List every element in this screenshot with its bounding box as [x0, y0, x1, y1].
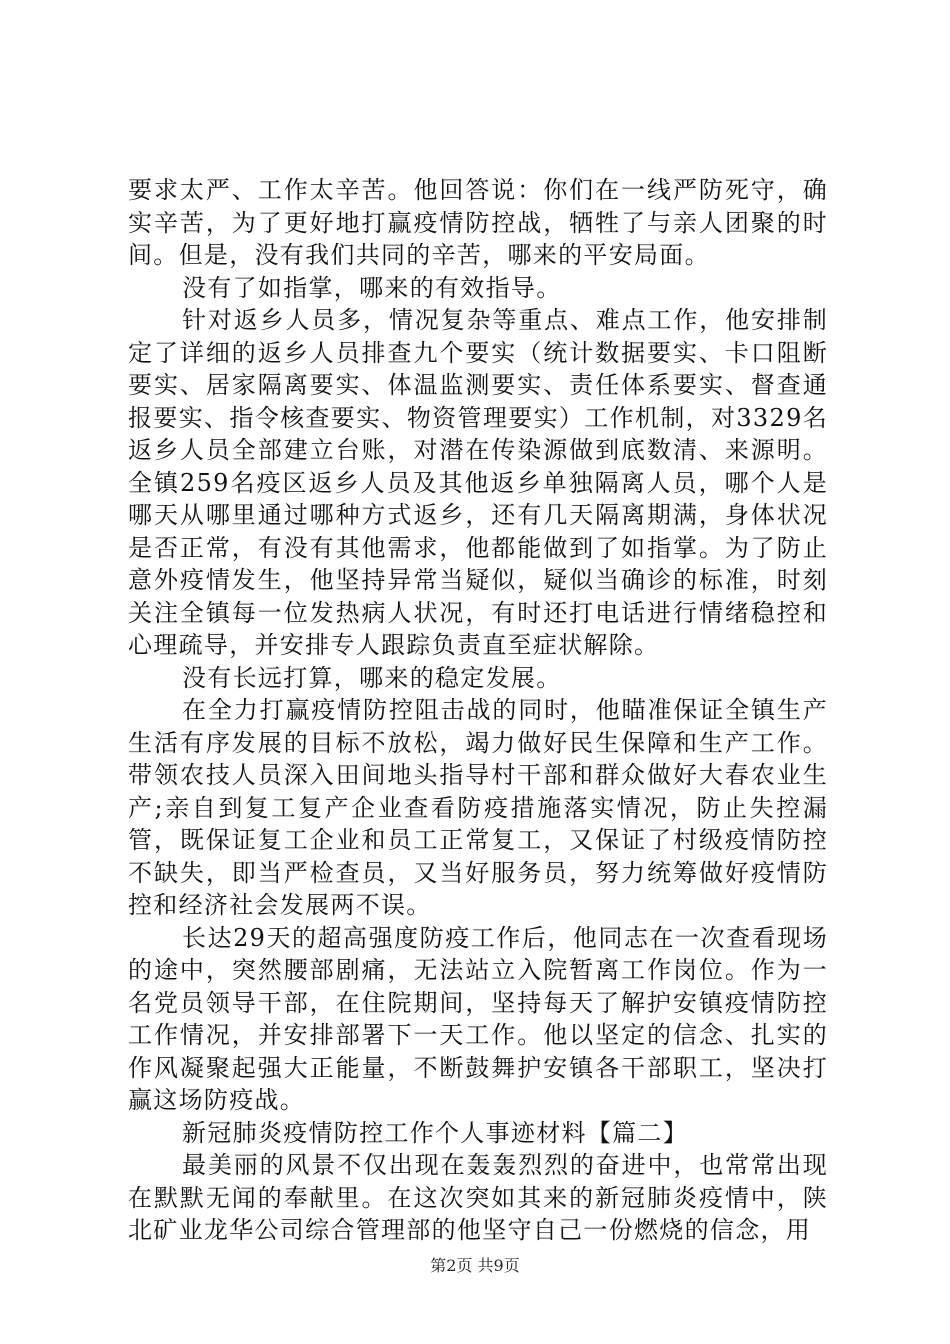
section-title: 新冠肺炎疫情防控工作个人事迹材料【篇二】	[182, 1118, 688, 1147]
paragraph: 长达29天的超高强度防疫工作后，他同志在一次查看现场的途中，突然腰部剧痛，无法站立入院暂离工作岗位。作为一名党员领导干部，在住院期间，坚持每天了解护安镇疫情防控工作情况，并安排部署下一天工作。他以坚定的信念、扎实的作风凝聚起强大正能量，不断鼓舞护安镇各干部职工，坚决打赢这场防疫战。	[128, 923, 828, 1114]
body-text	[128, 174, 828, 1247]
paragraph: 针对返乡人员多，情况复杂等重点、难点工作，他安排制定了详细的返乡人员排查九个要实（统计数据要实、卡口阻断要实、居家隔离要实、体温监测要实、责任体系要实、督查通报要实、指令核查要实、物资管理要实）工作机制，对3329名返乡人员全部建立台账，对潜在传染源做到底数清、来源明。全镇259名疫区返乡人员及其他返乡单独隔离人员，哪个人是哪天从哪里通过哪种方式返乡，还有几天隔离期满，身体状况是否正常，有没有其他需求，他都能做到了如指掌。为了防止意外疫情发生，他坚持异常当疑似，疑似当确诊的标准，时刻关注全镇每一位发热病人状况，有时还打电话进行情绪稳控和心理疏导，并安排专人跟踪负责直至症状解除。	[128, 306, 828, 659]
page-number: 第2页 共9页	[430, 1256, 520, 1275]
paragraph: 要求太严、工作太辛苦。他回答说：你们在一线严防死守，确实辛苦，为了更好地打赢疫情防控战，牺牲了与亲人团聚的时间。但是，没有我们共同的辛苦，哪来的平安局面。	[128, 176, 828, 269]
paragraph: 在全力打赢疫情防控阻击战的同时，他瞄准保证全镇生产生活有序发展的目标不放松，竭力做好民生保障和生产工作。带领农技人员深入田间地头指导村干部和群众做好大春农业生产;亲自到复工复产企业查看防疫措施落实情况，防止失控漏管，既保证复工企业和员工正常复工，又保证了村级疫情防控不缺失，即当严检查员，又当好服务员，努力统筹做好疫情防控和经济社会发展两不误。	[128, 696, 828, 919]
page-footer	[0, 1253, 950, 1276]
paragraph-heading: 没有了如指掌，哪来的有效指导。	[182, 273, 562, 302]
paragraph-heading: 没有长远打算，哪来的稳定发展。	[182, 663, 562, 692]
paragraph: 最美丽的风景不仅出现在轰轰烈烈的奋进中，也常常出现在默默无闻的奉献里。在这次突如其来的新冠肺炎疫情中，陕北矿业龙华公司综合管理部的他坚守自己一份燃烧的信念，用	[128, 1151, 828, 1244]
